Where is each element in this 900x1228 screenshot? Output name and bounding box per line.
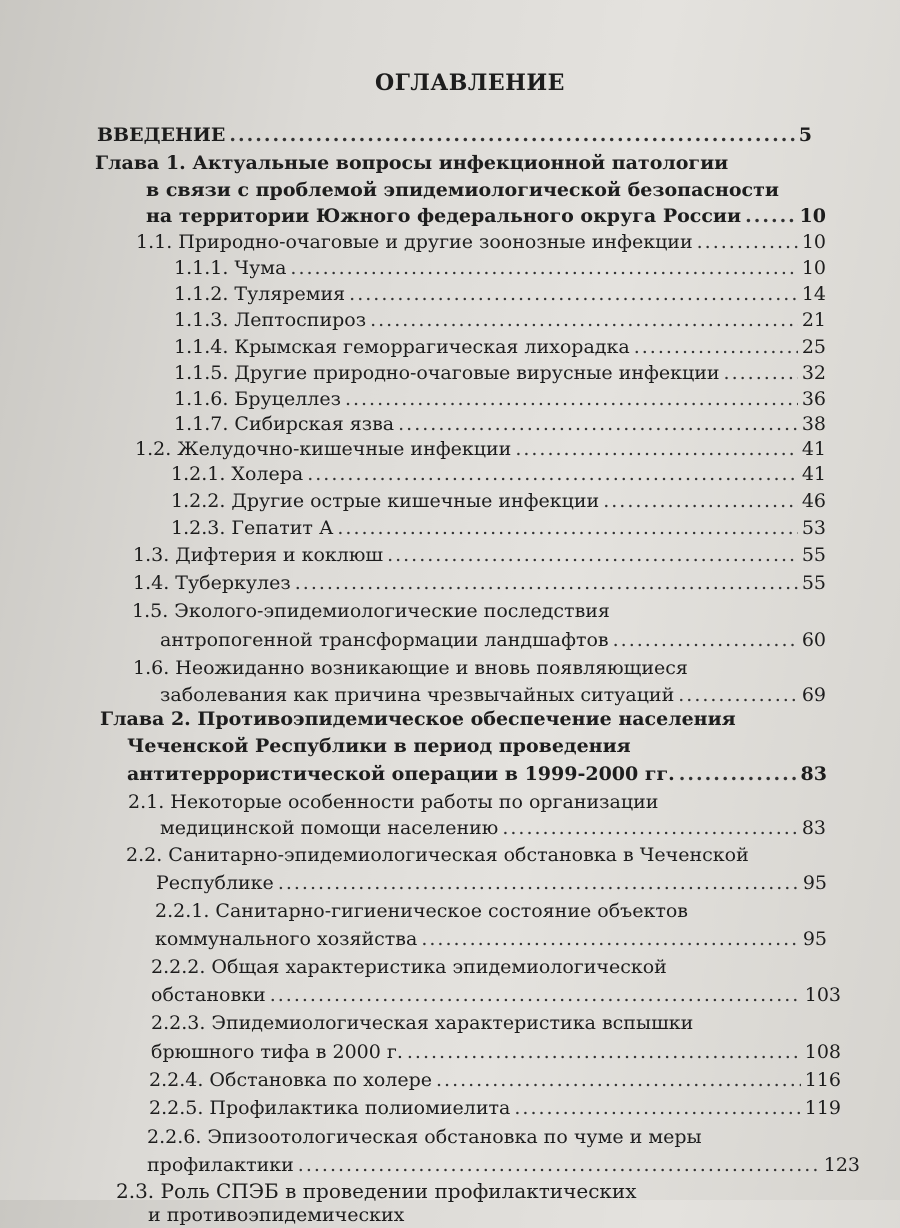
toc-entry-2-2-1-line-2: коммунального хозяйства ..... 95 — [155, 926, 827, 952]
toc-entry-2-2-2-line-1: 2.2.2. Общая характеристика эпидемиологической — [151, 956, 667, 978]
toc-entry-2-2-line-2: Республике ..... 95 — [156, 870, 827, 896]
toc-entry-2-3-line-1: 2.3. Роль СПЭБ в проведении профилактических — [116, 1179, 637, 1203]
toc-entry-2-2-5: 2.2.5. Профилактика полиомиелита ..... 119 — [149, 1095, 841, 1121]
toc-entry-2-3-line-2: и противоэпидемических — [148, 1204, 405, 1226]
toc-entry-2-2-3-line-2: брюшного тифа в 2000 г. ..... 108 — [151, 1039, 841, 1065]
toc-entry-2-1-line-1: 2.1. Некоторые особенности работы по организации — [128, 791, 659, 813]
toc-entry-1-3: 1.3. Дифтерия и коклюш ..... 55 — [133, 542, 826, 568]
toc-entry-1-1-7: 1.1.7. Сибирская язва ..... 38 — [174, 411, 826, 437]
toc-chapter-1-line-2: в связи с проблемой эпидемиологической безопасности — [146, 179, 779, 201]
page-title: ОГЛАВЛЕНИЕ — [375, 70, 565, 96]
toc-entry-1-1: 1.1. Природно-очаговые и другие зоонозные инфекции ..... 10 — [136, 229, 826, 255]
toc-chapter-1-line-1: Глава 1. Актуальные вопросы инфекционной патологии — [95, 152, 729, 174]
toc-entry-introduction: ВВЕДЕНИЕ ..... 5 — [97, 122, 812, 148]
toc-entry-1-6-line-1: 1.6. Неожиданно возникающие и вновь появляющиеся — [133, 657, 688, 679]
toc-chapter-2-line-2: Чеченской Республики в период проведения — [127, 735, 631, 757]
toc-entry-1-1-2: 1.1.2. Туляремия ..... 14 — [174, 281, 826, 307]
toc-entry-2-2-1-line-1: 2.2.1. Санитарно-гигиеническое состояние объектов — [155, 900, 688, 922]
toc-entry-2-2-4: 2.2.4. Обстановка по холере ..... 116 — [149, 1067, 841, 1093]
toc-entry-2-1-line-2: медицинской помощи населению ..... 83 — [160, 815, 826, 841]
toc-entry-2-2-line-1: 2.2. Санитарно-эпидемиологическая обстановка в Чеченской — [126, 844, 749, 866]
toc-chapter-2-line-3: антитеррористической операции в 1999-2000 гг. ..... 83 — [127, 761, 827, 787]
toc-entry-1-1-1: 1.1.1. Чума ..... 10 — [174, 255, 826, 281]
toc-chapter-1-line-3: на территории Южного федерального округа России ..... 10 — [146, 203, 826, 229]
toc-entry-1-1-3: 1.1.3. Лептоспироз ..... 21 — [174, 307, 826, 333]
toc-entry-2-2-6-line-2: профилактики ..... 123 — [147, 1152, 860, 1178]
toc-entry-1-2-3: 1.2.3. Гепатит А ..... 53 — [171, 515, 826, 541]
toc-entry-1-2-1: 1.2.1. Холера ..... 41 — [171, 461, 826, 487]
toc-entry-1-4: 1.4. Туберкулез ..... 55 — [133, 570, 826, 596]
toc-entry-1-1-6: 1.1.6. Бруцеллез ..... 36 — [174, 386, 826, 412]
toc-entry-2-2-2-line-2: обстановки ..... 103 — [151, 982, 841, 1008]
toc-entry-2-2-3-line-1: 2.2.3. Эпидемиологическая характеристика вспышки — [151, 1012, 694, 1034]
toc-entry-2-2-6-line-1: 2.2.6. Эпизоотологическая обстановка по чуме и меры — [147, 1126, 702, 1148]
toc-entry-1-5-line-2: антропогенной трансформации ландшафтов ..... 60 — [160, 627, 826, 653]
toc-entry-1-5-line-1: 1.5. Эколого-эпидемиологические последствия — [132, 600, 610, 622]
toc-entry-1-1-5: 1.1.5. Другие природно-очаговые вирусные инфекции ..... 32 — [174, 360, 826, 386]
toc-entry-1-2-2: 1.2.2. Другие острые кишечные инфекции ..... 46 — [171, 488, 826, 514]
toc-entry-1-1-4: 1.1.4. Крымская геморрагическая лихорадка ..... 25 — [174, 334, 826, 360]
toc-entry-1-2: 1.2. Желудочно-кишечные инфекции ..... 41 — [135, 436, 826, 462]
toc-chapter-2-line-1: Глава 2. Противоэпидемическое обеспечение населения — [100, 708, 736, 730]
toc-entry-1-6-line-2: заболевания как причина чрезвычайных ситуаций ..... 69 — [160, 682, 826, 708]
